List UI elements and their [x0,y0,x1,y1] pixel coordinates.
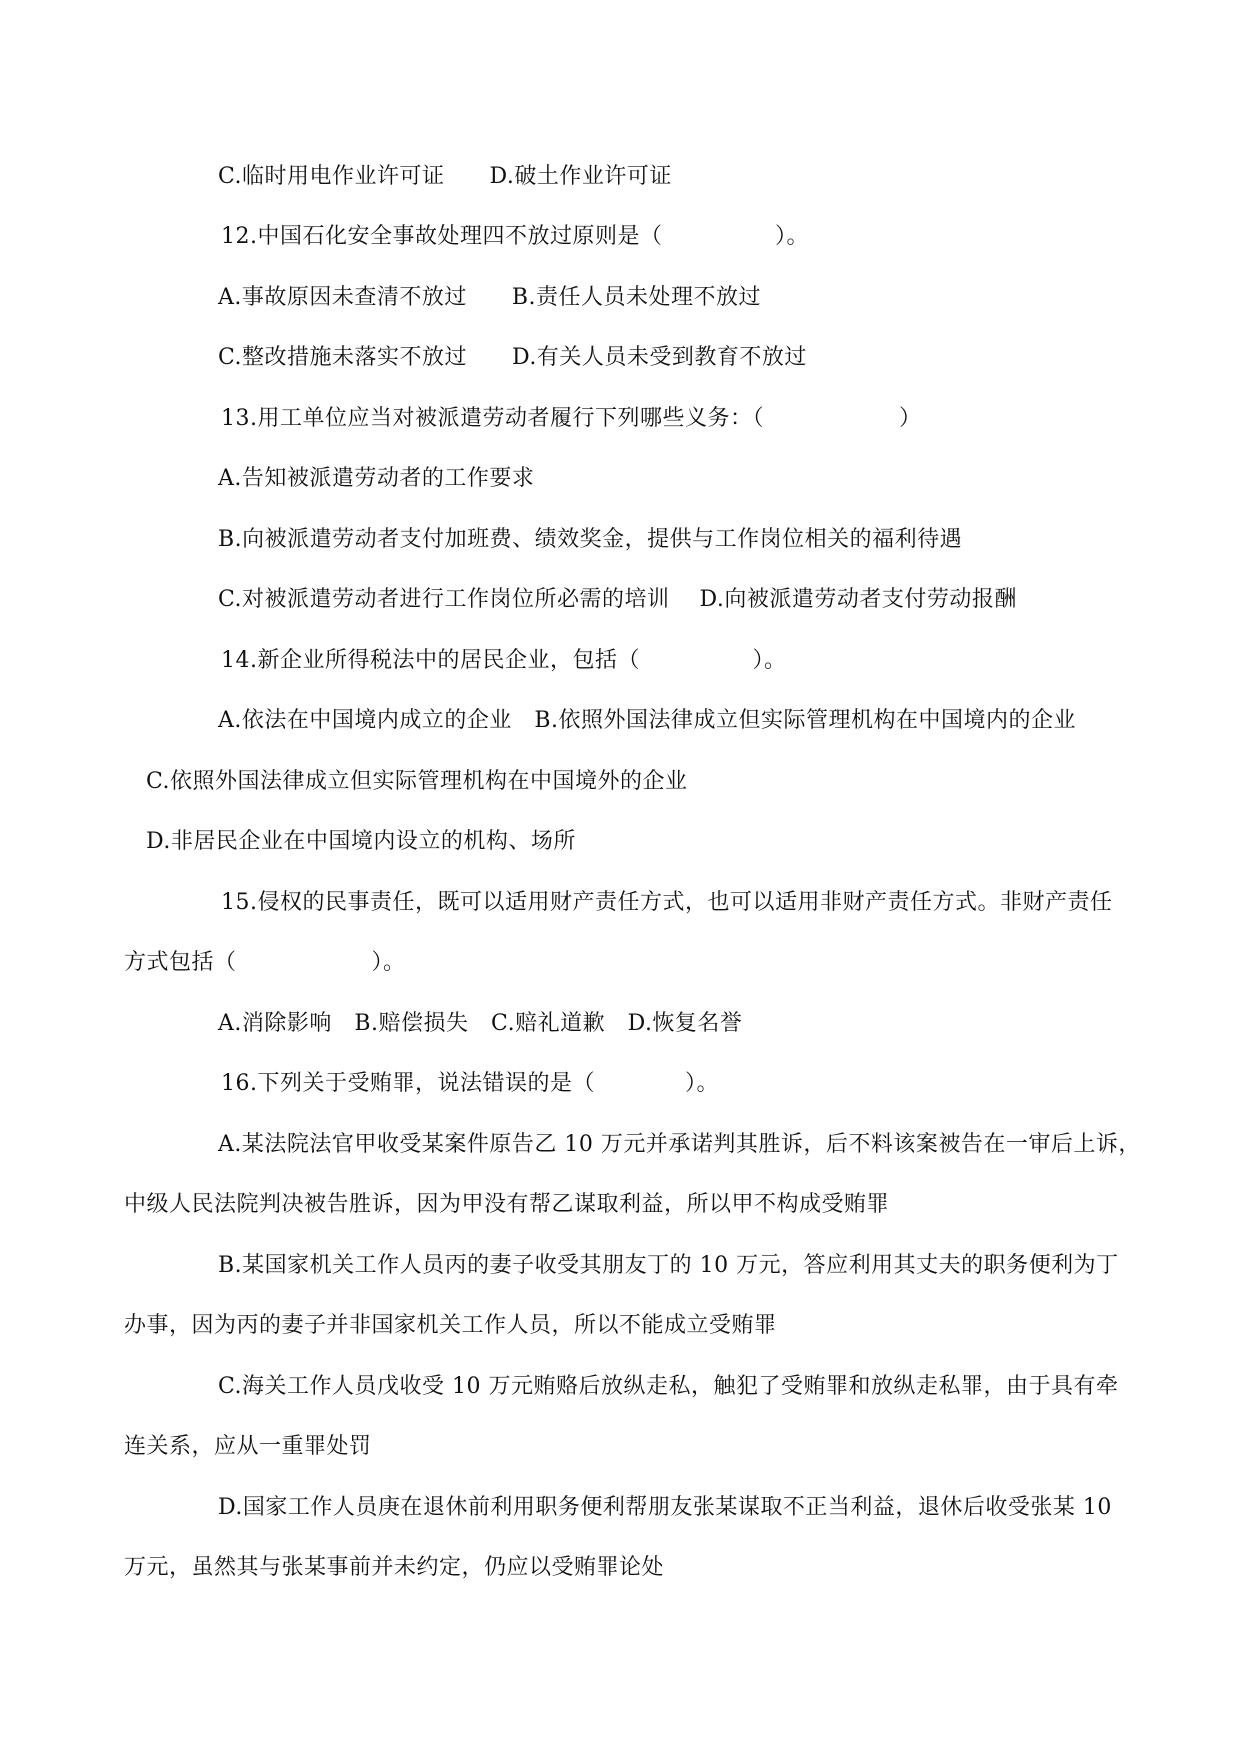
option-line-continued: 中级人民法院判决被告胜诉，因为甲没有帮乙谋取利益，所以甲不构成受贿罪 [124,1192,890,1217]
option-line: D.非居民企业在中国境内设立的机构、场所 [146,829,576,854]
question-12: 12.中国石化安全事故处理四不放过原则是（ ）。 [221,224,809,249]
option-line: A.某法院法官甲收受某案件原告乙 10 万元并承诺判其胜诉，后不料该案被告在一审后上诉， [218,1132,1141,1157]
option-line: A.事故原因未查清不放过 B.责任人员未处理不放过 [218,285,762,310]
option-line-continued: 连关系，应从一重罪处罚 [124,1434,372,1459]
question-15: 15.侵权的民事责任，既可以适用财产责任方式，也可以适用非财产责任方式。非财产责任 [221,890,1113,915]
option-line: C.海关工作人员戊收受 10 万元贿赂后放纵走私，触犯了受贿罪和放纵走私罪，由于具有牵 [218,1374,1119,1399]
question-13: 13.用工单位应当对被派遣劳动者履行下列哪些义务：（ ） [221,406,922,431]
option-line-continued: 办事，因为丙的妻子并非国家机关工作人员，所以不能成立受贿罪 [124,1313,777,1338]
option-line: C.对被派遣劳动者进行工作岗位所必需的培训 D.向被派遣劳动者支付劳动报酬 [218,587,1017,612]
option-line: C.整改措施未落实不放过 D.有关人员未受到教育不放过 [218,345,807,370]
option-line: B.向被派遣劳动者支付加班费、绩效奖金，提供与工作岗位相关的福利待遇 [218,527,963,552]
option-line: D.国家工作人员庚在退休前利用职务便利帮朋友张某谋取不正当利益，退休后收受张某 10 [218,1495,1112,1520]
question-14: 14.新企业所得税法中的居民企业，包括（ ）。 [221,648,787,673]
option-line-continued: 万元，虽然其与张某事前并未约定，仍应以受贿罪论处 [124,1555,665,1580]
option-line: A.告知被派遣劳动者的工作要求 [218,466,535,491]
option-line: A.消除影响 B.赔偿损失 C.赔礼道歉 D.恢复名誉 [218,1011,743,1036]
option-line: C.临时用电作业许可证 D.破土作业许可证 [218,164,672,189]
option-line: B.某国家机关工作人员丙的妻子收受其朋友丁的 10 万元，答应利用其丈夫的职务便利为丁 [218,1253,1119,1278]
question-15-continued: 方式包括（ ）。 [124,950,406,975]
question-16: 16.下列关于受贿罪，说法错误的是（ ）。 [221,1071,719,1096]
option-line: C.依照外国法律成立但实际管理机构在中国境外的企业 [146,769,688,794]
option-line: A.依法在中国境内成立的企业 B.依照外国法律成立但实际管理机构在中国境内的企业 [218,708,1077,733]
